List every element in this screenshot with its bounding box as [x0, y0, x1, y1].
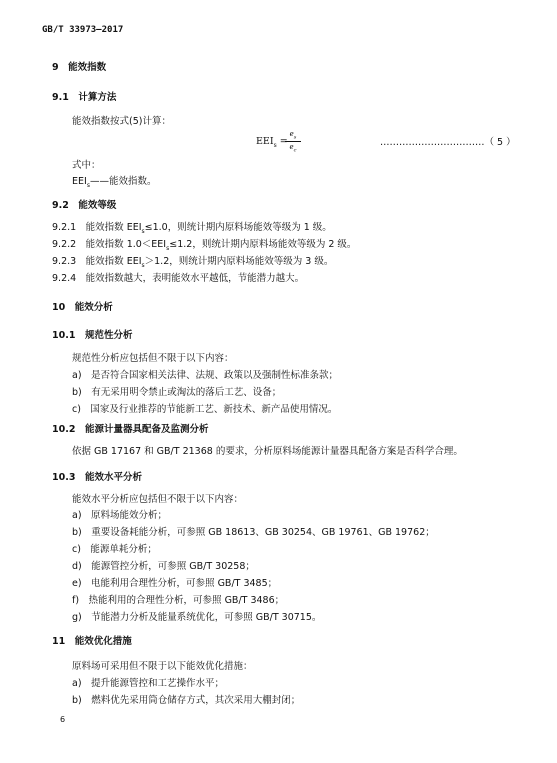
list-item: d) 能源管控分析，可参照 GB/T 30258；: [72, 561, 255, 572]
clause-9-2-4: 9.2.4 能效指数越大，表明能效水平越低，节能潜力越大。: [52, 273, 305, 284]
formula-equation-number: ……………………………（ 5 ）: [380, 137, 516, 148]
formula-equals: =: [279, 136, 288, 147]
list-item: a) 提升能源管控和工艺操作水平；: [72, 678, 225, 689]
formula-lhs: EEI: [256, 136, 274, 147]
page-number: 6: [60, 715, 66, 724]
list-item: g) 节能潜力分析及能量系统优化，可参照 GB/T 30715。: [72, 612, 322, 623]
formula-lhs-sub: s: [273, 141, 277, 149]
section-9-1-intro: 能效指数按式(5)计算：: [72, 116, 171, 127]
section-10-1-intro: 规范性分析应包括但不限于以下内容：: [72, 353, 234, 364]
clause-9-2-1: 9.2.1 能效指数 $EEI_s\le 1.0$，则统计期内原料场能效等级为 1 级。: [52, 222, 332, 235]
section-11-heading: 11 能效优化措施: [52, 636, 132, 647]
section-9-1-heading: 9.1 计算方法: [52, 92, 117, 103]
section-10-2-heading: 10.2 能源计量器具配备及监测分析: [52, 424, 209, 435]
formula-denominator: e: [289, 143, 294, 151]
list-item: c) 能源单耗分析；: [72, 544, 157, 555]
list-item: a) 原料场能效分析；: [72, 510, 168, 521]
list-item: c) 国家及行业推荐的节能新工艺、新技术、新产品使用情况。: [72, 404, 338, 415]
clause-9-2-3: 9.2.3 能效指数 $EEI_s>1.2$，则统计期内原料场能效等级为 3 级。: [52, 256, 334, 269]
section-10-3-heading: 10.3 能效水平分析: [52, 472, 142, 483]
section-9-heading: 9 能效指数: [52, 62, 107, 73]
formula-numerator: e: [289, 130, 294, 138]
list-item: b) 燃料优先采用筒仓储存方式，其次采用大棚封闭；: [72, 695, 301, 706]
list-item: f) 热能利用的合理性分析，可参照 GB/T 3486；: [72, 595, 285, 606]
clause-9-2-2: 9.2.2 能效指数 $1.0<EEI_s\le 1.2$，则统计期内原料场能效等级为 2 级。: [52, 239, 357, 252]
section-10-3-intro: 能效水平分析应包括但不限于以下内容：: [72, 494, 244, 505]
where-label: 式中：: [72, 160, 101, 171]
fraction-bar: [285, 141, 301, 142]
formula-fraction: $e_s$ $e_c$: [285, 130, 301, 156]
section-10-2-text: 依据 GB 17167 和 GB/T 21368 的要求，分析原料场能源计量器具配备方案是否科学合理。: [72, 446, 463, 457]
list-item: a) 是否符合国家相关法律、法规、政策以及强制性标准条款；: [72, 370, 339, 381]
standard-code-header: GB/T 33973—2017: [42, 25, 124, 35]
symbol-definition: $EEI_s——$能效指数。: [72, 176, 157, 189]
list-item: b) 重要设备耗能分析，可参照 GB 18613、GB 30254、GB 19761、GB 19762；: [72, 527, 435, 538]
section-11-intro: 原料场可采用但不限于以下能效优化措施：: [72, 661, 253, 672]
list-item: b) 有无采用明令禁止或淘汰的落后工艺、设备；: [72, 387, 282, 398]
section-9-2-heading: 9.2 能效等级: [52, 200, 117, 211]
list-item: e) 电能利用合理性分析，可参照 GB/T 3485；: [72, 578, 278, 589]
section-10-heading: 10 能效分析: [52, 302, 113, 313]
section-10-1-heading: 10.1 规范性分析: [52, 330, 133, 341]
